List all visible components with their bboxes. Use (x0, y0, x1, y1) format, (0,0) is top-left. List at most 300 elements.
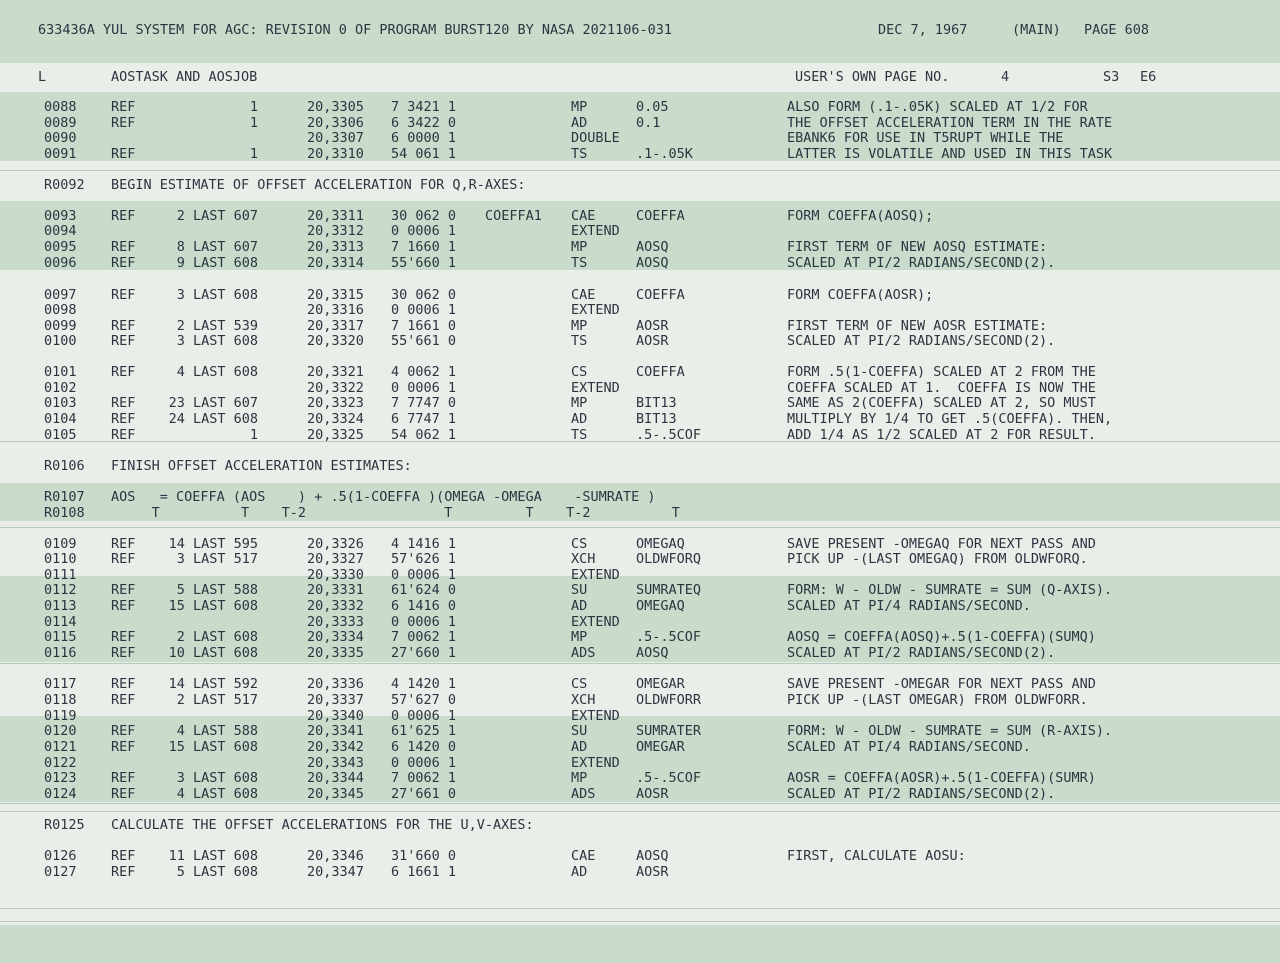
line-arg: AOSQ (636, 239, 669, 255)
line-cnt: 1 (249, 146, 258, 162)
listing-line (0, 427, 1280, 443)
line-ref: FINISH OFFSET ACCELERATION ESTIMATES: (111, 458, 412, 474)
line-op: EXTEND (571, 223, 620, 239)
line-cnt: 3 LAST 608 (176, 287, 258, 303)
line-op: CAE (571, 208, 596, 224)
line-cnt: 2 LAST 607 (176, 208, 258, 224)
line-ref: REF (111, 676, 136, 692)
line-cmt: FIRST TERM OF NEW AOSQ ESTIMATE: (787, 239, 1048, 255)
line-op: TS (571, 255, 588, 271)
line-code: 54 061 1 (391, 146, 457, 162)
line-cnt: 5 LAST 588 (176, 582, 258, 598)
line-code: 7 3421 1 (391, 99, 457, 115)
line-cnt: 9 LAST 608 (176, 255, 258, 271)
line-cmt: FIRST, CALCULATE AOSU: (787, 848, 966, 864)
listing-line (0, 864, 1280, 880)
line-op: AD (571, 598, 588, 614)
line-ref: CALCULATE THE OFFSET ACCELERATIONS FOR THE U,V-AXES: (111, 817, 534, 833)
line-addr: 20,3345 (307, 786, 364, 802)
line-ref: REF (111, 692, 136, 708)
line-no: 0101 (44, 364, 77, 380)
line-arg: SUMRATEQ (636, 582, 702, 598)
listing-line (0, 458, 1280, 474)
line-no: 0091 (44, 146, 77, 162)
line-arg: OLDWFORR (636, 692, 702, 708)
line-cmt: SAVE PRESENT -OMEGAQ FOR NEXT PASS AND (787, 536, 1096, 552)
line-addr: 20,3312 (307, 223, 364, 239)
listing-line (0, 380, 1280, 396)
line-addr: 20,3322 (307, 380, 364, 396)
line-addr: 20,3325 (307, 427, 364, 443)
line-ref: AOS = COEFFA (AOS ) + .5(1-COEFFA )(OMEGA -OMEGA -SUMRATE ) (111, 489, 656, 505)
listing-line (0, 739, 1280, 755)
line-ref: REF (111, 598, 136, 614)
line-op: EXTEND (571, 380, 620, 396)
listing-line (0, 489, 1280, 505)
line-no: 0099 (44, 318, 77, 334)
line-addr: 20,3320 (307, 333, 364, 349)
line-addr: 20,3344 (307, 770, 364, 786)
line-arg: .5-.5COF (636, 770, 702, 786)
line-code: 57'627 0 (391, 692, 457, 708)
line-code: 30 062 0 (391, 287, 457, 303)
listing-line (0, 364, 1280, 380)
line-ref: REF (111, 146, 136, 162)
line-ref: REF (111, 255, 136, 271)
line-addr: 20,3332 (307, 598, 364, 614)
listing-line (0, 645, 1280, 661)
listing-line (0, 708, 1280, 724)
line-op: EXTEND (571, 567, 620, 583)
line-code: 0 0006 1 (391, 708, 457, 724)
line-op: MP (571, 770, 588, 786)
listing-line (0, 723, 1280, 739)
line-no: 0104 (44, 411, 77, 427)
line-code: 7 7747 0 (391, 395, 457, 411)
line-addr: 20,3335 (307, 645, 364, 661)
line-code: 61'624 0 (391, 582, 457, 598)
line-code: 7 0062 1 (391, 629, 457, 645)
line-cmt: ALSO FORM (.1-.05K) SCALED AT 1/2 FOR (787, 99, 1088, 115)
line-no: 0116 (44, 645, 77, 661)
line-op: ADS (571, 645, 596, 661)
listing-line (0, 598, 1280, 614)
line-ref: BEGIN ESTIMATE OF OFFSET ACCELERATION FOR Q,R-AXES: (111, 177, 526, 193)
line-ref: REF (111, 582, 136, 598)
line-cnt: 11 LAST 608 (168, 848, 258, 864)
line-no: 0095 (44, 239, 77, 255)
line-cnt: 14 LAST 592 (168, 676, 258, 692)
line-no: R0106 (44, 458, 85, 474)
listing-line (0, 395, 1280, 411)
line-no: 0088 (44, 99, 77, 115)
line-arg: AOSR (636, 333, 669, 349)
line-no: 0112 (44, 582, 77, 598)
line-cnt: 4 LAST 608 (176, 786, 258, 802)
line-cnt: 10 LAST 608 (168, 645, 258, 661)
line-cnt: 23 LAST 607 (168, 395, 258, 411)
line-cmt: FORM COEFFA(AOSQ); (787, 208, 934, 224)
listing-line (0, 99, 1280, 115)
line-ref: REF (111, 395, 136, 411)
line-cnt: 1 (249, 115, 258, 131)
line-no: 0094 (44, 223, 77, 239)
line-code: 7 1661 0 (391, 318, 457, 334)
line-arg: AOSQ (636, 255, 669, 271)
line-op: MP (571, 395, 588, 411)
line-op: DOUBLE (571, 130, 620, 146)
header-page: PAGE 608 (1084, 22, 1150, 38)
line-addr: 20,3326 (307, 536, 364, 552)
line-op: AD (571, 411, 588, 427)
header-title: 633436A YUL SYSTEM FOR AGC: REVISION 0 OF PROGRAM BURST120 BY NASA 2021106-031 (38, 22, 672, 38)
line-cnt: 24 LAST 608 (168, 411, 258, 427)
line-no: R0108 (44, 505, 85, 521)
line-arg: OMEGAR (636, 676, 685, 692)
line-addr: 20,3316 (307, 302, 364, 318)
subheader-users: USER'S OWN PAGE NO. (795, 69, 950, 85)
line-addr: 20,3331 (307, 582, 364, 598)
line-ref: REF (111, 99, 136, 115)
line-ref: REF (111, 427, 136, 443)
line-no: 0122 (44, 755, 77, 771)
line-addr: 20,3305 (307, 99, 364, 115)
line-cmt: SCALED AT PI/2 RADIANS/SECOND(2). (787, 255, 1056, 271)
listing-line (0, 536, 1280, 552)
line-arg: AOSQ (636, 848, 669, 864)
line-no: 0113 (44, 598, 77, 614)
line-cmt: EBANK6 FOR USE IN T5RUPT WHILE THE (787, 130, 1064, 146)
line-cmt: FORM: W - OLDW - SUMRATE = SUM (R-AXIS). (787, 723, 1113, 739)
line-ref: REF (111, 864, 136, 880)
line-no: 0105 (44, 427, 77, 443)
listing-line (0, 817, 1280, 833)
line-ref: REF (111, 287, 136, 303)
line-cnt: 1 (249, 99, 258, 115)
line-no: 0093 (44, 208, 77, 224)
line-code: 7 0062 1 (391, 770, 457, 786)
line-cmt: MULTIPLY BY 1/4 TO GET .5(COEFFA). THEN, (787, 411, 1113, 427)
line-addr: 20,3310 (307, 146, 364, 162)
line-op: EXTEND (571, 755, 620, 771)
line-arg: OMEGAQ (636, 536, 685, 552)
line-code: 0 0006 1 (391, 223, 457, 239)
line-addr: 20,3336 (307, 676, 364, 692)
line-code: 31'660 0 (391, 848, 457, 864)
line-addr: 20,3311 (307, 208, 364, 224)
line-no: 0121 (44, 739, 77, 755)
listing-line (0, 614, 1280, 630)
line-op: AD (571, 864, 588, 880)
listing-line (0, 239, 1280, 255)
line-arg: .5-.5COF (636, 629, 702, 645)
line-op: MP (571, 99, 588, 115)
line-ref: REF (111, 848, 136, 864)
line-cmt: SAVE PRESENT -OMEGAR FOR NEXT PASS AND (787, 676, 1096, 692)
line-code: 0 0006 1 (391, 567, 457, 583)
line-cmt: FORM: W - OLDW - SUMRATE = SUM (Q-AXIS). (787, 582, 1113, 598)
listing-line (0, 755, 1280, 771)
line-ref: REF (111, 786, 136, 802)
line-lbl: COEFFA1 (485, 208, 542, 224)
line-code: 4 1420 1 (391, 676, 457, 692)
line-addr: 20,3337 (307, 692, 364, 708)
line-op: XCH (571, 692, 596, 708)
line-addr: 20,3317 (307, 318, 364, 334)
line-code: 30 062 0 (391, 208, 457, 224)
line-addr: 20,3330 (307, 567, 364, 583)
line-addr: 20,3341 (307, 723, 364, 739)
line-ref: REF (111, 208, 136, 224)
line-op: EXTEND (571, 708, 620, 724)
line-code: 57'626 1 (391, 551, 457, 567)
line-no: 0089 (44, 115, 77, 131)
line-op: MP (571, 239, 588, 255)
line-op: CAE (571, 848, 596, 864)
line-code: 6 0000 1 (391, 130, 457, 146)
line-code: 27'661 0 (391, 786, 457, 802)
line-cnt: 4 LAST 588 (176, 723, 258, 739)
line-ref: REF (111, 115, 136, 131)
header-main: (MAIN) (1012, 22, 1061, 38)
line-ref: REF (111, 645, 136, 661)
line-cmt: LATTER IS VOLATILE AND USED IN THIS TASK (787, 146, 1113, 162)
line-no: 0090 (44, 130, 77, 146)
line-cnt: 15 LAST 608 (168, 598, 258, 614)
line-addr: 20,3342 (307, 739, 364, 755)
line-arg: .5-.5COF (636, 427, 702, 443)
line-no: 0115 (44, 629, 77, 645)
line-op: AD (571, 115, 588, 131)
subheader-e6: E6 (1140, 69, 1157, 85)
line-code: 61'625 1 (391, 723, 457, 739)
listing-line (0, 505, 1280, 521)
line-ref: REF (111, 239, 136, 255)
line-code: 4 1416 1 (391, 536, 457, 552)
line-cmt: SCALED AT PI/4 RADIANS/SECOND. (787, 598, 1031, 614)
line-cmt: PICK UP -(LAST OMEGAR) FROM OLDWFORR. (787, 692, 1088, 708)
listing-line (0, 567, 1280, 583)
line-no: 0126 (44, 848, 77, 864)
line-addr: 20,3333 (307, 614, 364, 630)
line-no: 0096 (44, 255, 77, 271)
line-arg: BIT13 (636, 395, 677, 411)
line-addr: 20,3307 (307, 130, 364, 146)
line-code: 0 0006 1 (391, 614, 457, 630)
listing-line (0, 255, 1280, 271)
line-ref: REF (111, 551, 136, 567)
line-cnt: 2 LAST 517 (176, 692, 258, 708)
line-addr: 20,3346 (307, 848, 364, 864)
line-code: 0 0006 1 (391, 302, 457, 318)
line-op: TS (571, 333, 588, 349)
line-arg: .1-.05K (636, 146, 693, 162)
line-ref: REF (111, 411, 136, 427)
line-op: TS (571, 427, 588, 443)
line-no: 0097 (44, 287, 77, 303)
line-op: AD (571, 739, 588, 755)
listing-line (0, 177, 1280, 193)
line-cmt: SCALED AT PI/2 RADIANS/SECOND(2). (787, 645, 1056, 661)
line-arg: OMEGAQ (636, 598, 685, 614)
line-code: 55'660 1 (391, 255, 457, 271)
line-cnt: 1 (249, 427, 258, 443)
line-cmt: ADD 1/4 AS 1/2 SCALED AT 2 FOR RESULT. (787, 427, 1096, 443)
line-op: CS (571, 676, 588, 692)
listing-line (0, 287, 1280, 303)
line-cmt: SCALED AT PI/4 RADIANS/SECOND. (787, 739, 1031, 755)
listing-line (0, 629, 1280, 645)
line-code: 7 1660 1 (391, 239, 457, 255)
line-arg: 0.1 (636, 115, 661, 131)
line-ref: REF (111, 770, 136, 786)
line-ref: T T T-2 T T T-2 T (111, 505, 680, 521)
listing-line (0, 333, 1280, 349)
line-arg: 0.05 (636, 99, 669, 115)
line-cnt: 3 LAST 517 (176, 551, 258, 567)
line-no: 0111 (44, 567, 77, 583)
line-no: 0117 (44, 676, 77, 692)
line-cnt: 5 LAST 608 (176, 864, 258, 880)
line-arg: AOSR (636, 318, 669, 334)
line-cmt: SCALED AT PI/2 RADIANS/SECOND(2). (787, 333, 1056, 349)
line-addr: 20,3343 (307, 755, 364, 771)
line-code: 0 0006 1 (391, 755, 457, 771)
line-cnt: 3 LAST 608 (176, 333, 258, 349)
line-no: 0110 (44, 551, 77, 567)
line-no: 0123 (44, 770, 77, 786)
line-ref: REF (111, 318, 136, 334)
line-addr: 20,3347 (307, 864, 364, 880)
subheader-title: AOSTASK AND AOSJOB (111, 69, 258, 85)
subheader-l: L (38, 69, 47, 85)
line-code: 27'660 1 (391, 645, 457, 661)
listing-line (0, 692, 1280, 708)
line-arg: AOSQ (636, 645, 669, 661)
line-arg: OLDWFORQ (636, 551, 702, 567)
line-ref: REF (111, 536, 136, 552)
line-op: SU (571, 723, 588, 739)
listing-line (0, 223, 1280, 239)
listing-line (0, 318, 1280, 334)
listing-line (0, 770, 1280, 786)
line-code: 6 7747 1 (391, 411, 457, 427)
line-code: 6 1661 1 (391, 864, 457, 880)
line-op: MP (571, 629, 588, 645)
line-arg: COEFFA (636, 287, 685, 303)
line-no: 0127 (44, 864, 77, 880)
line-arg: AOSR (636, 786, 669, 802)
line-code: 4 0062 1 (391, 364, 457, 380)
line-arg: BIT13 (636, 411, 677, 427)
line-no: 0103 (44, 395, 77, 411)
line-op: EXTEND (571, 302, 620, 318)
listing-line (0, 146, 1280, 162)
line-no: 0124 (44, 786, 77, 802)
line-op: CS (571, 536, 588, 552)
line-op: EXTEND (571, 614, 620, 630)
line-addr: 20,3321 (307, 364, 364, 380)
line-no: R0125 (44, 817, 85, 833)
line-code: 6 3422 0 (391, 115, 457, 131)
listing-line (0, 676, 1280, 692)
listing-line (0, 582, 1280, 598)
line-addr: 20,3340 (307, 708, 364, 724)
header-date: DEC 7, 1967 (878, 22, 968, 38)
line-no: 0114 (44, 614, 77, 630)
line-code: 54 062 1 (391, 427, 457, 443)
listing-line (0, 786, 1280, 802)
line-op: TS (571, 146, 588, 162)
line-no: 0102 (44, 380, 77, 396)
line-ref: REF (111, 629, 136, 645)
line-cmt: COEFFA SCALED AT 1. COEFFA IS NOW THE (787, 380, 1096, 396)
line-cnt: 3 LAST 608 (176, 770, 258, 786)
line-code: 6 1416 0 (391, 598, 457, 614)
line-addr: 20,3334 (307, 629, 364, 645)
listing-line (0, 302, 1280, 318)
listing-line (0, 130, 1280, 146)
listing-line (0, 848, 1280, 864)
line-cmt: FIRST TERM OF NEW AOSR ESTIMATE: (787, 318, 1048, 334)
line-no: R0107 (44, 489, 85, 505)
line-cmt: FORM COEFFA(AOSR); (787, 287, 934, 303)
line-ref: REF (111, 333, 136, 349)
line-addr: 20,3324 (307, 411, 364, 427)
line-no: 0120 (44, 723, 77, 739)
line-op: XCH (571, 551, 596, 567)
line-code: 0 0006 1 (391, 380, 457, 396)
line-code: 6 1420 0 (391, 739, 457, 755)
line-op: CAE (571, 287, 596, 303)
listing-line (0, 115, 1280, 131)
line-no: 0119 (44, 708, 77, 724)
listing-line (0, 551, 1280, 567)
line-cmt: AOSR = COEFFA(AOSR)+.5(1-COEFFA)(SUMR) (787, 770, 1096, 786)
line-no: 0100 (44, 333, 77, 349)
line-arg: OMEGAR (636, 739, 685, 755)
line-addr: 20,3323 (307, 395, 364, 411)
line-cnt: 8 LAST 607 (176, 239, 258, 255)
line-addr: 20,3315 (307, 287, 364, 303)
line-op: SU (571, 582, 588, 598)
line-op: CS (571, 364, 588, 380)
line-ref: REF (111, 364, 136, 380)
line-cnt: 2 LAST 608 (176, 629, 258, 645)
line-cnt: 2 LAST 539 (176, 318, 258, 334)
line-cmt: FORM .5(1-COEFFA) SCALED AT 2 FROM THE (787, 364, 1096, 380)
line-addr: 20,3314 (307, 255, 364, 271)
line-cmt: AOSQ = COEFFA(AOSQ)+.5(1-COEFFA)(SUMQ) (787, 629, 1096, 645)
line-addr: 20,3313 (307, 239, 364, 255)
line-no: 0098 (44, 302, 77, 318)
line-cmt: SAME AS 2(COEFFA) SCALED AT 2, SO MUST (787, 395, 1096, 411)
line-arg: COEFFA (636, 364, 685, 380)
listing-line (0, 208, 1280, 224)
line-no: 0118 (44, 692, 77, 708)
line-cnt: 15 LAST 608 (168, 739, 258, 755)
listing-line (0, 411, 1280, 427)
line-arg: SUMRATER (636, 723, 702, 739)
line-cmt: PICK UP -(LAST OMEGAQ) FROM OLDWFORQ. (787, 551, 1088, 567)
line-arg: COEFFA (636, 208, 685, 224)
subheader-s3: S3 (1103, 69, 1120, 85)
line-no: 0109 (44, 536, 77, 552)
line-op: ADS (571, 786, 596, 802)
line-addr: 20,3306 (307, 115, 364, 131)
line-code: 55'661 0 (391, 333, 457, 349)
line-cmt: SCALED AT PI/2 RADIANS/SECOND(2). (787, 786, 1056, 802)
